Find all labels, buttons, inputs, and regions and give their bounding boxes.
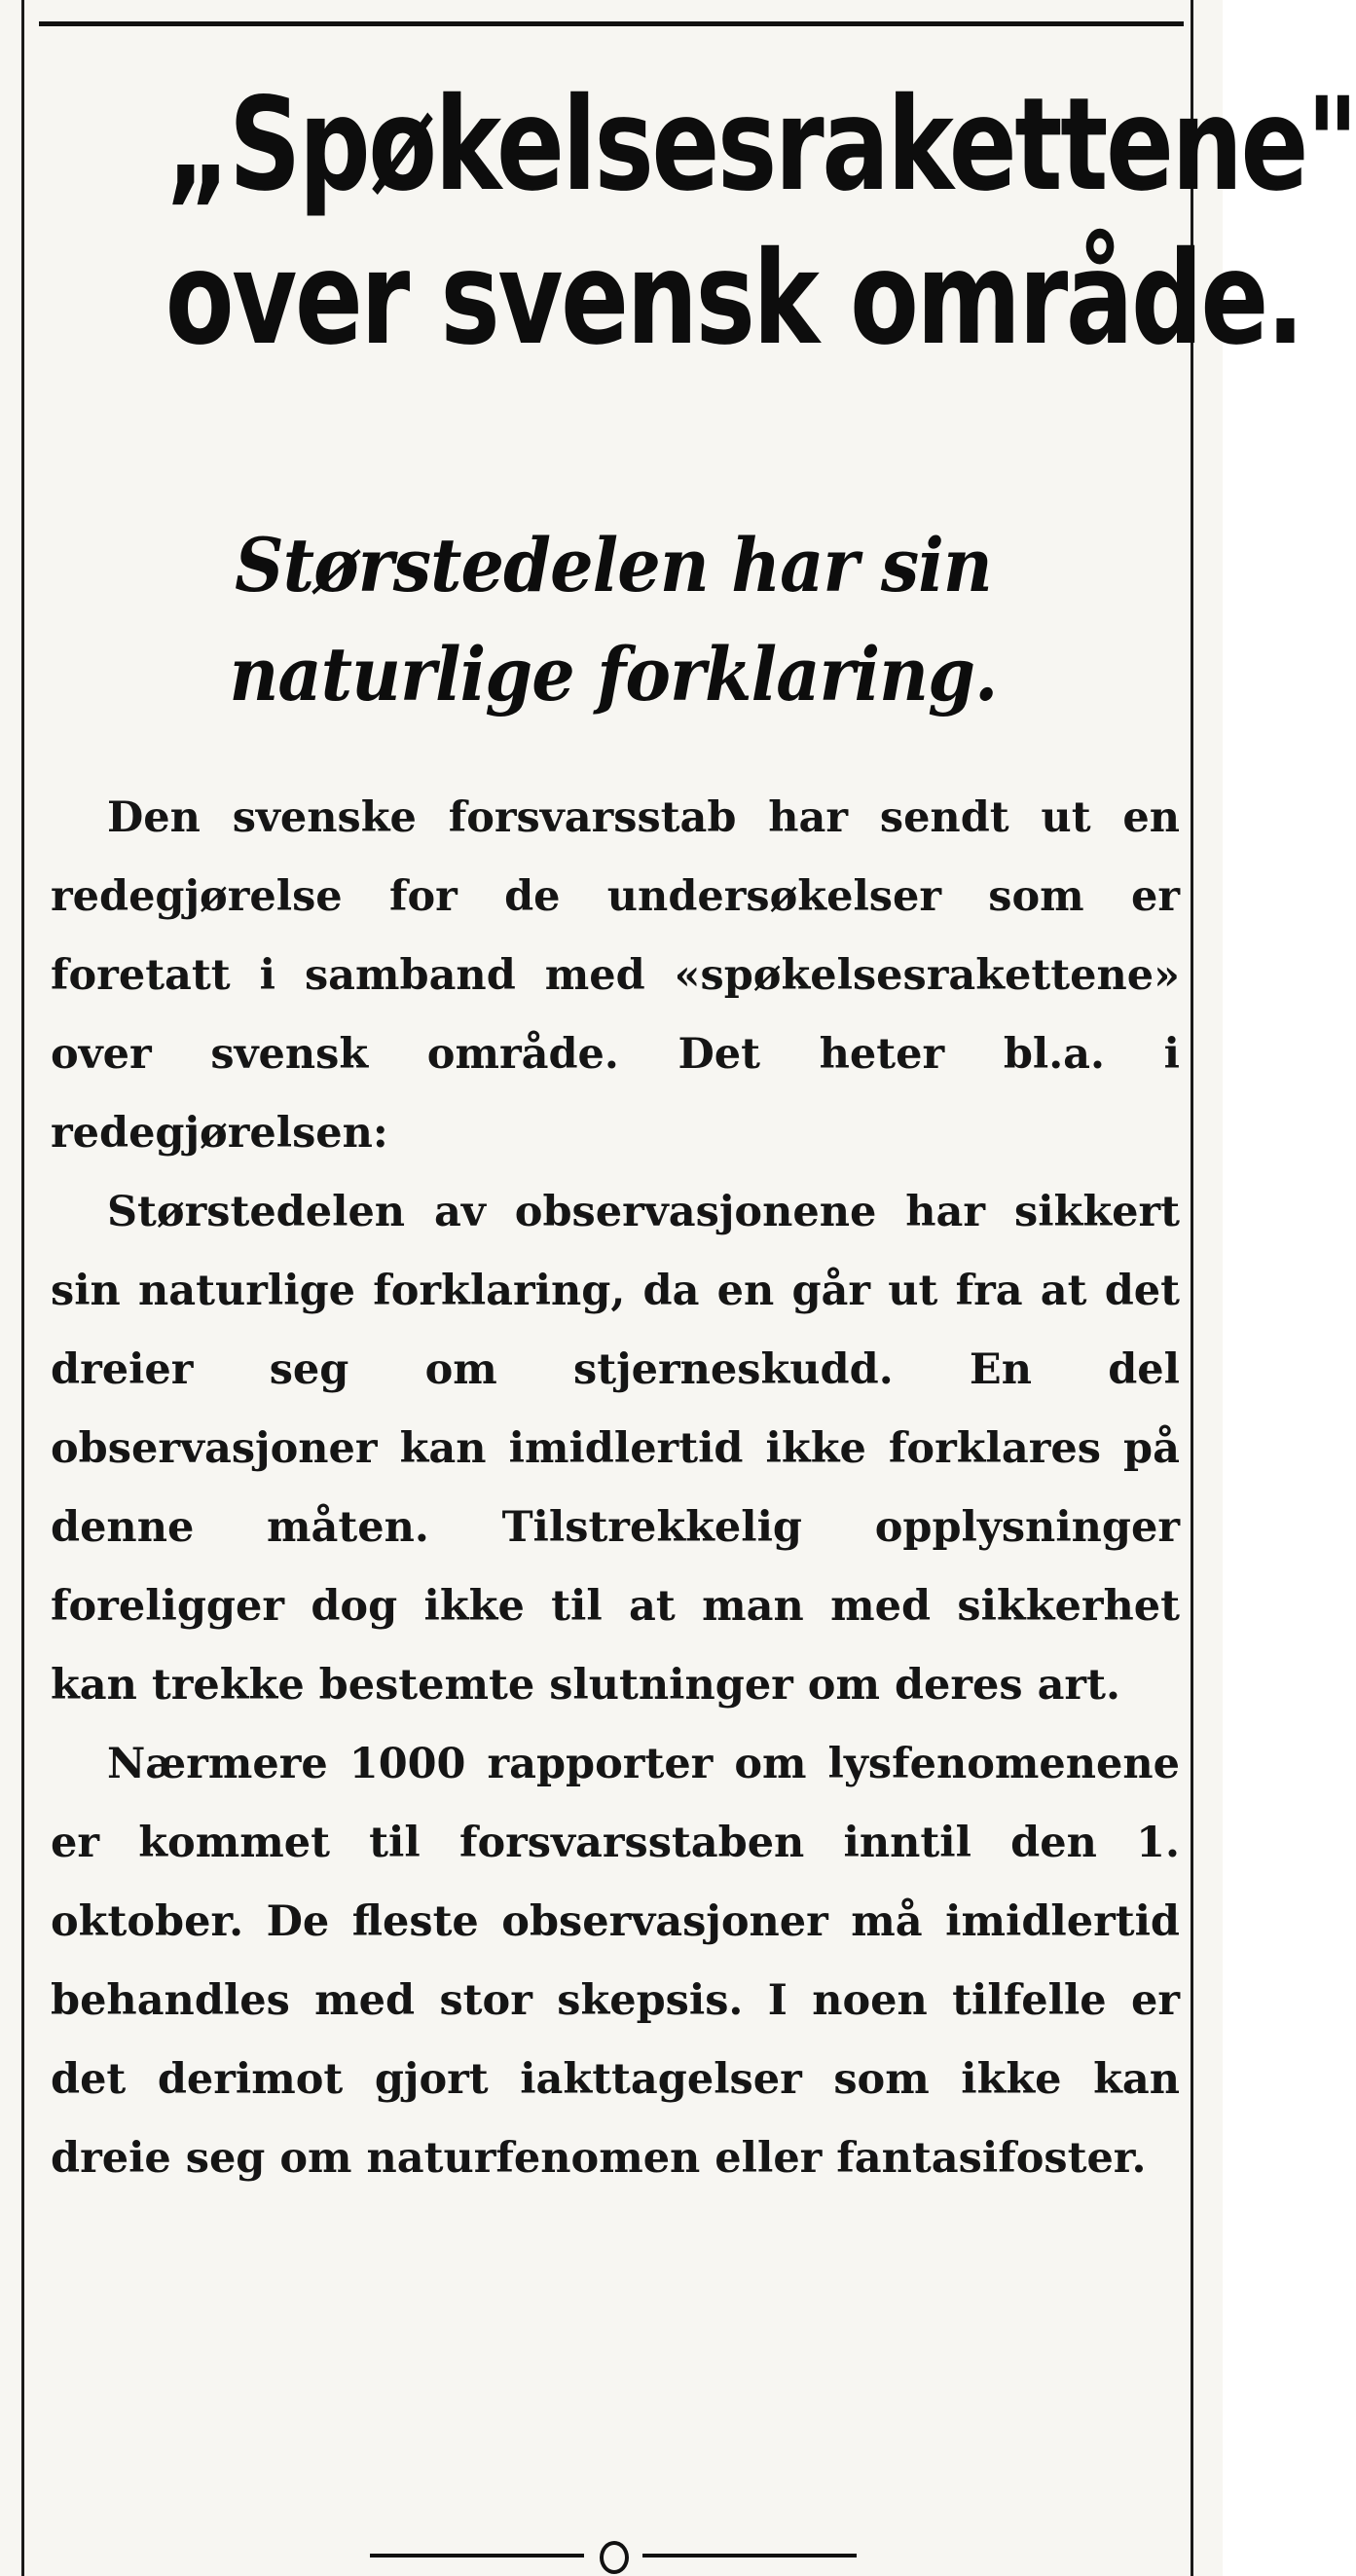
paragraph-2: Størstedelen av observasjonene har sikkert sin naturlige forklaring, da en går ut fra at det dreier seg om stjerneskudd. En del observasjoner kan imidlertid ikke forklares på denne måten. Tilstrekkelig opplysninger foreligger dog ikke til at man med sikkerhet kan trekke bestemte slutninger om deres art.	[51, 1188, 1180, 1710]
left-column-rule	[21, 0, 24, 2576]
top-rule	[39, 21, 1184, 26]
subheadline-line-1: Størstedelen har sin	[235, 522, 992, 608]
paragraph-1: Den svenske forsvarsstab har sendt ut en redegjørelse for de undersøkelser som er foretatt i samband med «spøkelsesrakettene» over svensk område. Det heter bl.a. i redegjørelsen:	[51, 793, 1180, 1158]
headline-line-2: over svensk område.	[165, 224, 1302, 374]
headline	[165, 68, 1356, 376]
ornament-line-right	[642, 2554, 857, 2558]
right-column-rule	[1191, 0, 1193, 2576]
subheadline	[85, 511, 1142, 729]
ornament-line-left	[370, 2554, 584, 2558]
subheadline-line-2: naturlige forklaring.	[229, 631, 998, 718]
headline-line-1: „Spøkelsesrakettene"	[165, 70, 1356, 220]
paragraph-3: Nærmere 1000 rapporter om lysfenomenene er kommet til forsvarsstaben inntil den 1. oktober. De fleste observasjoner må imidlertid behandles med stor skepsis. I noen tilfelle er det derimot gjort iakttagelser som ikke kan dreie seg om naturfenomen eller fantasifoster.	[51, 1740, 1180, 2183]
end-of-article-ornament	[370, 2541, 857, 2570]
ornament-circle-icon	[600, 2541, 629, 2574]
article-body	[51, 779, 1180, 2198]
